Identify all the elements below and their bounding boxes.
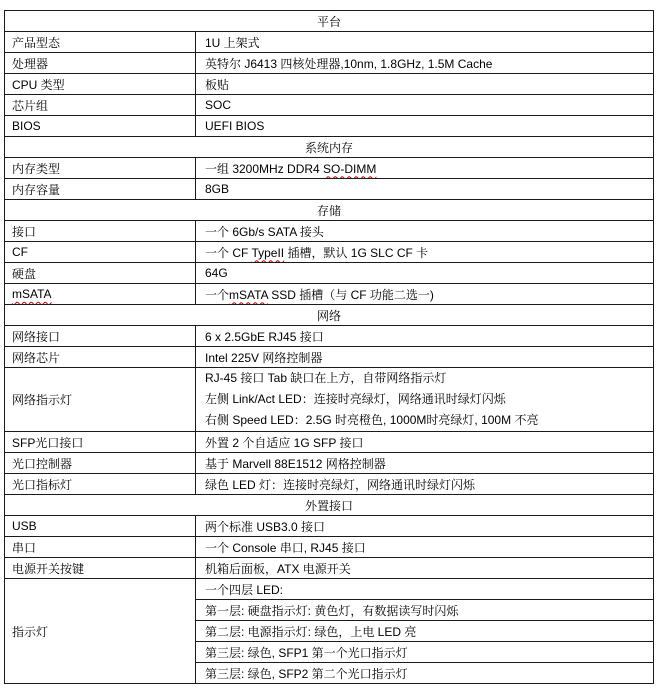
table-row	[5, 116, 654, 137]
table-row	[5, 179, 654, 200]
spec-label: BIOS	[5, 116, 196, 137]
spec-label: 芯片组	[5, 95, 196, 116]
section-header: 系统内存	[5, 137, 654, 158]
section-row-platform	[5, 11, 654, 32]
misspelled-text: mSATA	[229, 287, 268, 302]
spec-label	[5, 284, 196, 305]
spec-value	[196, 368, 654, 432]
section-header: 网络	[5, 305, 654, 326]
spec-label: 光口指标灯	[5, 474, 196, 495]
spec-value: 绿色 LED 灯：连接时亮绿灯，网络通讯时绿灯闪烁	[196, 474, 654, 495]
table-row	[5, 347, 654, 368]
section-row-storage	[5, 200, 654, 221]
table-row	[5, 558, 654, 579]
spec-label: CF	[5, 242, 196, 263]
spec-value: Intel 225V 网络控制器	[196, 347, 654, 368]
spec-value-line: 右侧 Speed LED：2.5G 时亮橙色, 1000M时亮绿灯, 100M 不亮	[205, 413, 539, 427]
table-row	[5, 474, 654, 495]
spec-value: 板贴	[196, 74, 654, 95]
spec-label: 内存类型	[5, 158, 196, 179]
spec-label: 网络指示灯	[5, 368, 196, 432]
spec-value: SOC	[196, 95, 654, 116]
spec-value	[196, 242, 654, 263]
section-header: 存储	[5, 200, 654, 221]
spec-value-text: 插槽，默认 1G SLC CF 卡	[284, 245, 429, 260]
table-row-network-leds	[5, 368, 654, 432]
spec-value-line: RJ-45 接口 Tab 缺口在上方，自带网络指示灯	[205, 371, 447, 385]
spec-value: 一个 6Gb/s SATA 接头	[196, 221, 654, 242]
spec-label: 处理器	[5, 53, 196, 74]
section-row-external-io	[5, 495, 654, 516]
table-row	[5, 95, 654, 116]
table-row	[5, 242, 654, 263]
spec-value: 第三层: 绿色, SFP1 第一个光口指示灯	[196, 642, 654, 663]
misspelled-text: mSATA	[12, 287, 52, 301]
section-header: 平台	[5, 11, 654, 32]
table-row	[5, 516, 654, 537]
spec-label: SFP光口接口	[5, 432, 196, 453]
spec-value: 机箱后面板，ATX 电源开关	[196, 558, 654, 579]
misspelled-text: TypeII	[251, 245, 285, 260]
spec-value-text: 一组 3200MHz DDR4	[205, 161, 324, 176]
table-row	[5, 453, 654, 474]
spec-value: 8GB	[196, 179, 654, 200]
table-row	[5, 53, 654, 74]
spec-value-text: 一个	[205, 287, 230, 302]
spec-label: 内存容量	[5, 179, 196, 200]
table-row	[5, 326, 654, 347]
section-row-network	[5, 305, 654, 326]
spec-value-text: SSD 插槽（与 CF 功能二选一)	[267, 287, 434, 302]
spec-value: 外置 2 个自适应 1G SFP 接口	[196, 432, 654, 453]
table-row	[5, 158, 654, 179]
spec-value: 两个标准 USB3.0 接口	[196, 516, 654, 537]
misspelled-text: SO-DIMM	[323, 161, 377, 176]
spec-label: 电源开关按键	[5, 558, 196, 579]
spec-label: 硬盘	[5, 263, 196, 284]
spec-value: 第三层: 绿色, SFP2 第二个光口指示灯	[196, 663, 654, 684]
table-row	[5, 221, 654, 242]
spec-label: 光口控制器	[5, 453, 196, 474]
spec-value: 第二层: 电源指示灯: 绿色，上电 LED 亮	[196, 621, 654, 642]
spec-label: 接口	[5, 221, 196, 242]
spec-value: 基于 Marvell 88E1512 网格控制器	[196, 453, 654, 474]
spec-value: 一个四层 LED:	[196, 579, 654, 600]
spec-value: 6 x 2.5GbE RJ45 接口	[196, 326, 654, 347]
table-row	[5, 432, 654, 453]
spec-value: 1U 上架式	[196, 32, 654, 53]
section-header: 外置接口	[5, 495, 654, 516]
spec-value	[196, 284, 654, 305]
spec-label: 网络芯片	[5, 347, 196, 368]
spec-value-text: 一个 CF	[205, 245, 252, 260]
spec-value	[196, 158, 654, 179]
spec-label: 产品型态	[5, 32, 196, 53]
table-row	[5, 537, 654, 558]
spec-value: 英特尔 J6413 四核处理器,10nm, 1.8GHz, 1.5M Cache	[196, 53, 654, 74]
spec-label: 指示灯	[5, 579, 196, 684]
spec-label: USB	[5, 516, 196, 537]
spec-label: 网络接口	[5, 326, 196, 347]
table-row	[5, 32, 654, 53]
spec-value: UEFI BIOS	[196, 116, 654, 137]
table-row	[5, 74, 654, 95]
spec-value: 64G	[196, 263, 654, 284]
section-row-memory	[5, 137, 654, 158]
spec-value: 第一层: 硬盘指示灯: 黄色灯，有数据读写时闪烁	[196, 600, 654, 621]
spec-value-line: 左侧 Link/Act LED：连接时亮绿灯，网络通讯时绿灯闪烁	[205, 392, 506, 406]
spec-label: CPU 类型	[5, 74, 196, 95]
table-row	[5, 284, 654, 305]
spec-label: 串口	[5, 537, 196, 558]
spec-table	[4, 10, 654, 684]
table-row	[5, 263, 654, 284]
spec-value: 一个 Console 串口, RJ45 接口	[196, 537, 654, 558]
table-row-indicator-leds	[5, 579, 654, 600]
